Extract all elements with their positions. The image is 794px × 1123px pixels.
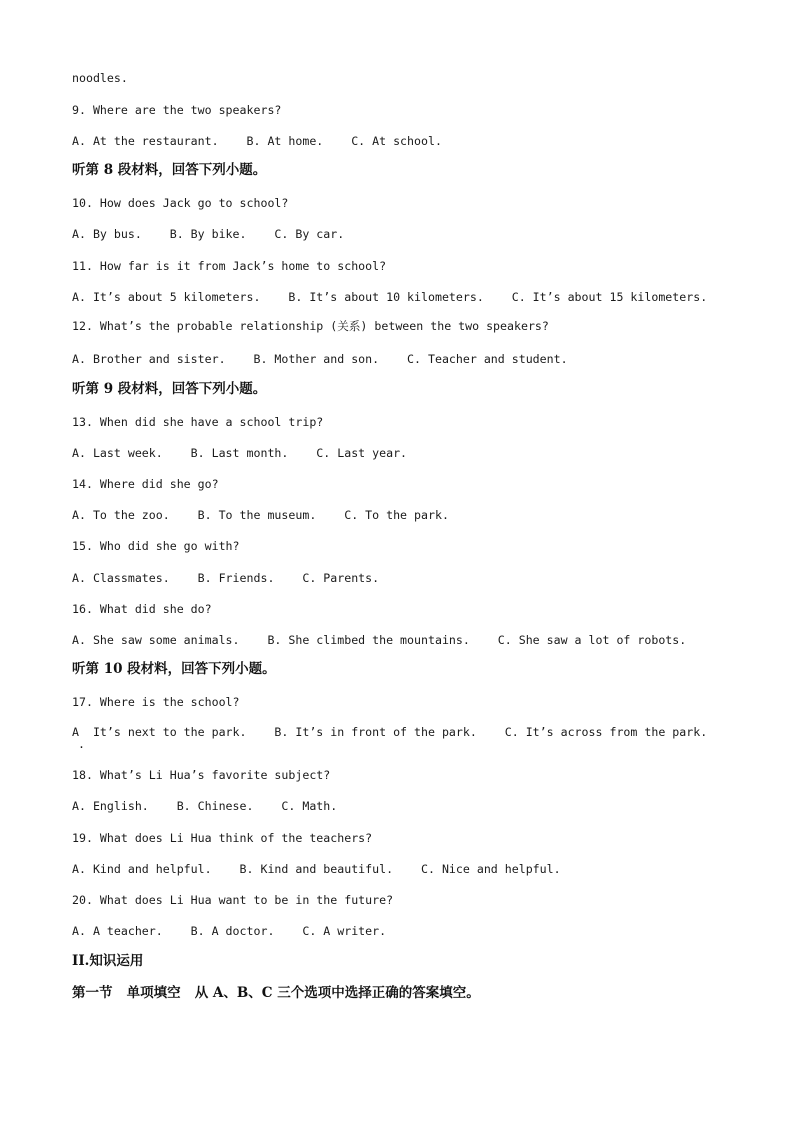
question-17-options: A It’s next to the park. B. It’s in front of the park. C. It’s across from the park. xyxy=(72,725,708,739)
question-13-options: A. Last week. B. Last month. C. Last year. xyxy=(72,446,408,460)
question-13: 13. When did she have a school trip? xyxy=(72,415,324,429)
section-heading-10: 听第 10 段材料，回答下列小题。 xyxy=(72,661,276,677)
question-12: 12. What’s the probable relationship (关系) between the two speakers? xyxy=(72,319,549,333)
question-15: 15. Who did she go with? xyxy=(72,539,240,553)
question-14: 14. Where did she go? xyxy=(72,477,219,491)
question-15-options: A. Classmates. B. Friends. C. Parents. xyxy=(72,571,380,585)
question-14-options: A. To the zoo. B. To the museum. C. To the park. xyxy=(72,508,449,522)
question-19: 19. What does Li Hua think of the teachers? xyxy=(72,831,373,845)
text-line-noodles: noodles. xyxy=(72,71,128,85)
question-18: 18. What’s Li Hua’s favorite subject? xyxy=(72,768,331,782)
section-heading-8: 听第 8 段材料，回答下列小题。 xyxy=(72,162,267,178)
question-19-options: A. Kind and helpful. B. Kind and beautiful. C. Nice and helpful. xyxy=(72,862,561,876)
question-18-options: A. English. B. Chinese. C. Math. xyxy=(72,799,338,813)
question-20: 20. What does Li Hua want to be in the future? xyxy=(72,893,394,907)
part-heading-knowledge-use: II.知识运用 xyxy=(72,953,144,969)
section-heading-single-choice: 第一节 单项填空 从 A、B、C 三个选项中选择正确的答案填空。 xyxy=(72,985,480,1001)
question-16: 16. What did she do? xyxy=(72,602,212,616)
question-17: 17. Where is the school? xyxy=(72,695,240,709)
question-20-options: A. A teacher. B. A doctor. C. A writer. xyxy=(72,924,387,938)
question-10: 10. How does Jack go to school? xyxy=(72,196,289,210)
question-9: 9. Where are the two speakers? xyxy=(72,103,282,117)
question-9-options: A. At the restaurant. B. At home. C. At school. xyxy=(72,134,442,148)
question-11-options: A. It’s about 5 kilometers. B. It’s about 10 kilometers. C. It’s about 15 kilometers. xyxy=(72,290,708,304)
question-11: 11. How far is it from Jack’s home to school? xyxy=(72,259,387,273)
question-12-options: A. Brother and sister. B. Mother and son. C. Teacher and student. xyxy=(72,352,568,366)
stray-dot: . xyxy=(78,737,85,751)
question-10-options: A. By bus. B. By bike. C. By car. xyxy=(72,227,345,241)
section-heading-9: 听第 9 段材料，回答下列小题。 xyxy=(72,381,267,397)
question-16-options: A. She saw some animals. B. She climbed the mountains. C. She saw a lot of robots. xyxy=(72,633,687,647)
